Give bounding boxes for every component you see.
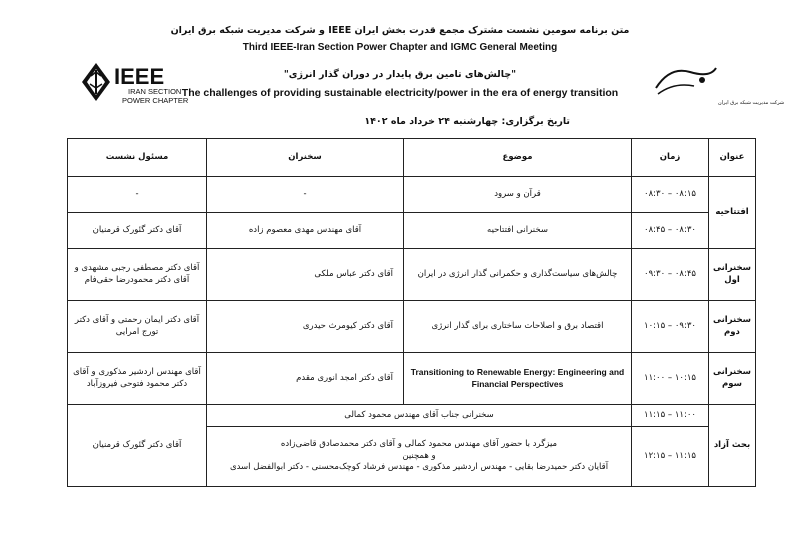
header-topic: موضوع xyxy=(404,139,632,177)
cell-chair: آقای دکتر گئورک قرمنیان xyxy=(68,213,207,249)
session-free-title: بحث آزاد xyxy=(709,405,756,487)
cell-time: ۱۱:۰۰ – ۱۱:۱۵ xyxy=(632,405,709,427)
cell-topic: Transitioning to Renewable Energy: Engineering and Financial Perspectives xyxy=(404,353,632,405)
cell-time: ۰۸:۳۰ – ۰۸:۴۵ xyxy=(632,213,709,249)
cell-panel xyxy=(207,427,632,487)
header-title: عنوان xyxy=(709,139,756,177)
cell-time: ۰۸:۴۵ – ۰۹:۳۰ xyxy=(632,249,709,301)
theme-title-en: The challenges of providing sustainable electricity/power in the era of energy transition xyxy=(181,87,619,99)
ieee-logo-text: IEEE xyxy=(114,64,165,89)
session-talk2-title: سخنرانی دوم xyxy=(709,301,756,353)
event-date: تاریخ برگزاری: چهارشنبه ۲۴ خرداد ماه ۱۴۰۲ xyxy=(364,116,570,127)
table-header-row xyxy=(68,139,756,177)
cell-speaker: آقای مهندس مهدی معصوم زاده xyxy=(207,213,404,249)
cell-speaker: آقای دکتر کیومرث حیدری xyxy=(207,301,404,353)
cell-topic: سخنرانی افتتاحیه xyxy=(404,213,632,249)
ieee-logo-sub2: POWER CHAPTER xyxy=(122,96,189,105)
header-title-fa: متن برنامه سومین نشست مشترک مجمع قدرت بخش ایران IEEE و شرکت مدیریت شبکه برق ایران xyxy=(170,25,630,36)
table-row xyxy=(68,301,756,353)
igmc-logo xyxy=(650,58,785,108)
cell-time: ۰۸:۱۵ – ۰۸:۳۰ xyxy=(632,177,709,213)
ieee-logo-sub1: IRAN SECTION xyxy=(128,87,182,96)
cell-time: ۰۹:۳۰ – ۱۰:۱۵ xyxy=(632,301,709,353)
header-chair: مسئول نشست xyxy=(68,139,207,177)
cell-time: ۱۰:۱۵ – ۱۱:۰۰ xyxy=(632,353,709,405)
session-talk1-title: سخنرانی اول xyxy=(709,249,756,301)
cell-chair: - xyxy=(68,177,207,213)
ieee-kite-icon xyxy=(82,63,110,101)
header-title-en: Third IEEE-Iran Section Power Chapter and IGMC General Meeting xyxy=(242,42,558,53)
table-row xyxy=(68,213,756,249)
cell-topic: اقتصاد برق و اصلاحات ساختاری برای گذار انرژی xyxy=(404,301,632,353)
agenda-table xyxy=(67,138,756,487)
ieee-logo xyxy=(80,60,220,112)
panel-line-1: میزگرد با حضور آقای مهندس محمود کمالی و آقای دکتر محمدصادق قاضی‌زاده xyxy=(280,439,558,450)
cell-speaker: آقای دکتر عباس ملکی xyxy=(207,249,404,301)
header-time: زمان xyxy=(632,139,709,177)
panel-line-3: آقایان دکتر حمیدرضا بقایی - مهندس اردشیر مذکوری - مهندس فرشاد کوچک‌محسنی - دکتر ابوالفضل اسدی xyxy=(229,462,609,473)
cell-time: ۱۱:۱۵ – ۱۲:۱۵ xyxy=(632,427,709,487)
header-speakers: سخنران xyxy=(207,139,404,177)
cell-topic: چالش‌های سیاست‌گذاری و حکمرانی گذار انرژی در ایران xyxy=(404,249,632,301)
cell-speaker: - xyxy=(207,177,404,213)
cell-speaker: آقای دکتر امجد انوری مقدم xyxy=(207,353,404,405)
panel-line-2: و همچنین xyxy=(402,450,436,461)
table-row xyxy=(68,405,756,427)
table-row xyxy=(68,353,756,405)
session-talk3-title: سخنرانی سوم xyxy=(709,353,756,405)
cell-chair: آقای دکتر ایمان رحمتی و آقای دکتر تورج امرایی xyxy=(68,301,207,353)
cell-chair: آقای دکتر گئورک قرمنیان xyxy=(68,405,207,487)
session-opening-title: افتتاحیه xyxy=(709,177,756,249)
theme-title-fa: "چالش‌های تامین برق پایدار در دوران گذار انرژی" xyxy=(283,69,517,80)
cell-chair: آقای دکتر مصطفی رجبی مشهدی و آقای دکتر محمودرضا حقی‌فام xyxy=(68,249,207,301)
table-row xyxy=(68,249,756,301)
table-row xyxy=(68,177,756,213)
igmc-logo-text: شرکت مدیریت شبکه برق ایران xyxy=(718,100,785,106)
cell-chair: آقای مهندس اردشیر مذکوری و آقای دکتر محمود فتوحی فیروزآباد xyxy=(68,353,207,405)
cell-topic: سخنرانی جناب آقای مهندس محمود کمالی xyxy=(207,405,632,427)
cell-topic: قرآن و سرود xyxy=(404,177,632,213)
